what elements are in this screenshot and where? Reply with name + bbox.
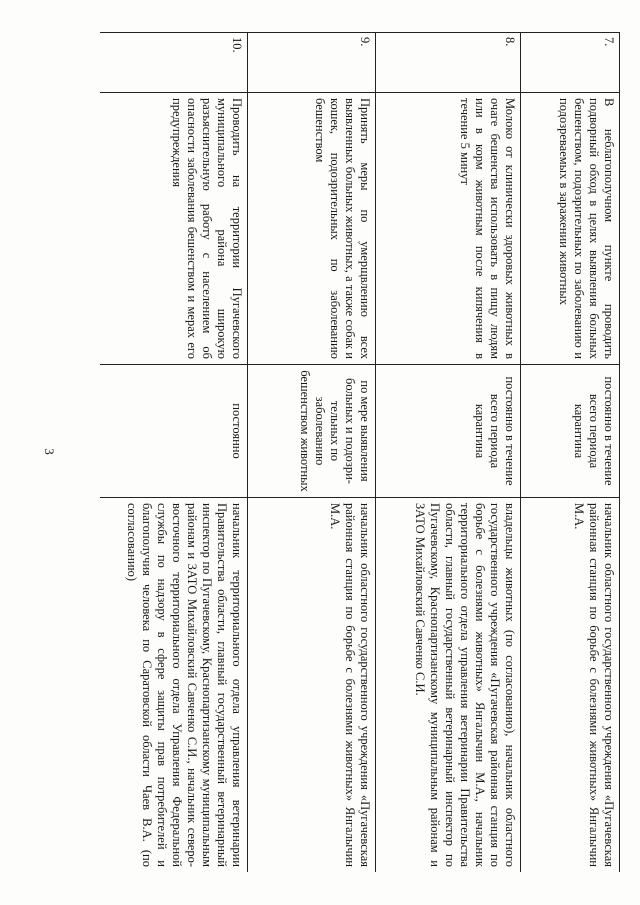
table-row: [248, 33, 376, 873]
measure-action: Молоко от клинически здоровых животных в очаге бешенства использовать в пищу людям или в корм животным после кипячения в течение 5 минут: [376, 93, 521, 365]
measure-action: Проводить на территории Пугачевского муниципального района широкую разъяснительную работу с населением об опасности заболевания бешенством и мерах его предупреждения: [100, 93, 248, 365]
measure-action: Принять меры по умерщвлению всех выявленных больных животных, а также собак и кошек, подозрительных по заболеванию бешенством: [248, 93, 376, 365]
page-number: 3: [41, 448, 57, 455]
measure-term: постоянно в течение всего периода карантина: [521, 365, 620, 498]
measure-responsible: владельцы животных (по согласованию), начальник областного государственного учреждения «Пугачевская районная станция по борьбе с болезнями животных» Янгалычин М.А., начальник территориального отдела управления ветеринарии Правительства области, главный государственный ветеринарный инспектор по Пугачевскому, Краснопартизанскому муниципальным районам и ЗАТО Михайловский Савченко С.И.: [376, 498, 521, 873]
measure-responsible: начальник областного государственного учреждения «Пугачевская районная станция по борьбе с болезнями животных» Янгалычин М.А.: [248, 498, 376, 873]
table-row: [100, 33, 248, 873]
measure-term: постоянно в течение всего периода карантина: [376, 365, 521, 498]
row-number: 7.: [521, 33, 620, 93]
measure-responsible: начальник областного государственного учреждения «Пугачевская районная станция по борьбе с болезнями животных» Янгалычин М.А.: [521, 498, 620, 873]
rotated-sheet: [100, 32, 620, 872]
document-frame: [100, 32, 620, 872]
row-number: 10.: [100, 33, 248, 93]
table-row: [376, 33, 521, 873]
table-row: [521, 33, 620, 873]
measure-term: постоянно: [100, 365, 248, 498]
measure-responsible: начальник территориального отдела управления ветеринарии Правительства области, главный государственный ветеринарный инспектор по Пугачевскому, Краснопартизанскому муниципальным районам и ЗАТО Михайловский Савченко С.И., начальник северо-восточного территориального отдела Управления Федеральной службы по надзору в сфере защиты прав потребителей и благополучия человека по Саратовской области Чаев В.А. (по согласованию): [100, 498, 248, 873]
row-number: 9.: [248, 33, 376, 93]
row-number: 8.: [376, 33, 521, 93]
measure-action: В неблагополучном пункте проводить подворный обход в целях выявления больных бешенством, подозрительных по заболеванию и подозреваемых в заражении животных: [521, 93, 620, 365]
measure-term: по мере выявления больных и подозри-тельных по заболеванию бешенством животных: [248, 365, 376, 498]
measures-table: [100, 32, 620, 872]
